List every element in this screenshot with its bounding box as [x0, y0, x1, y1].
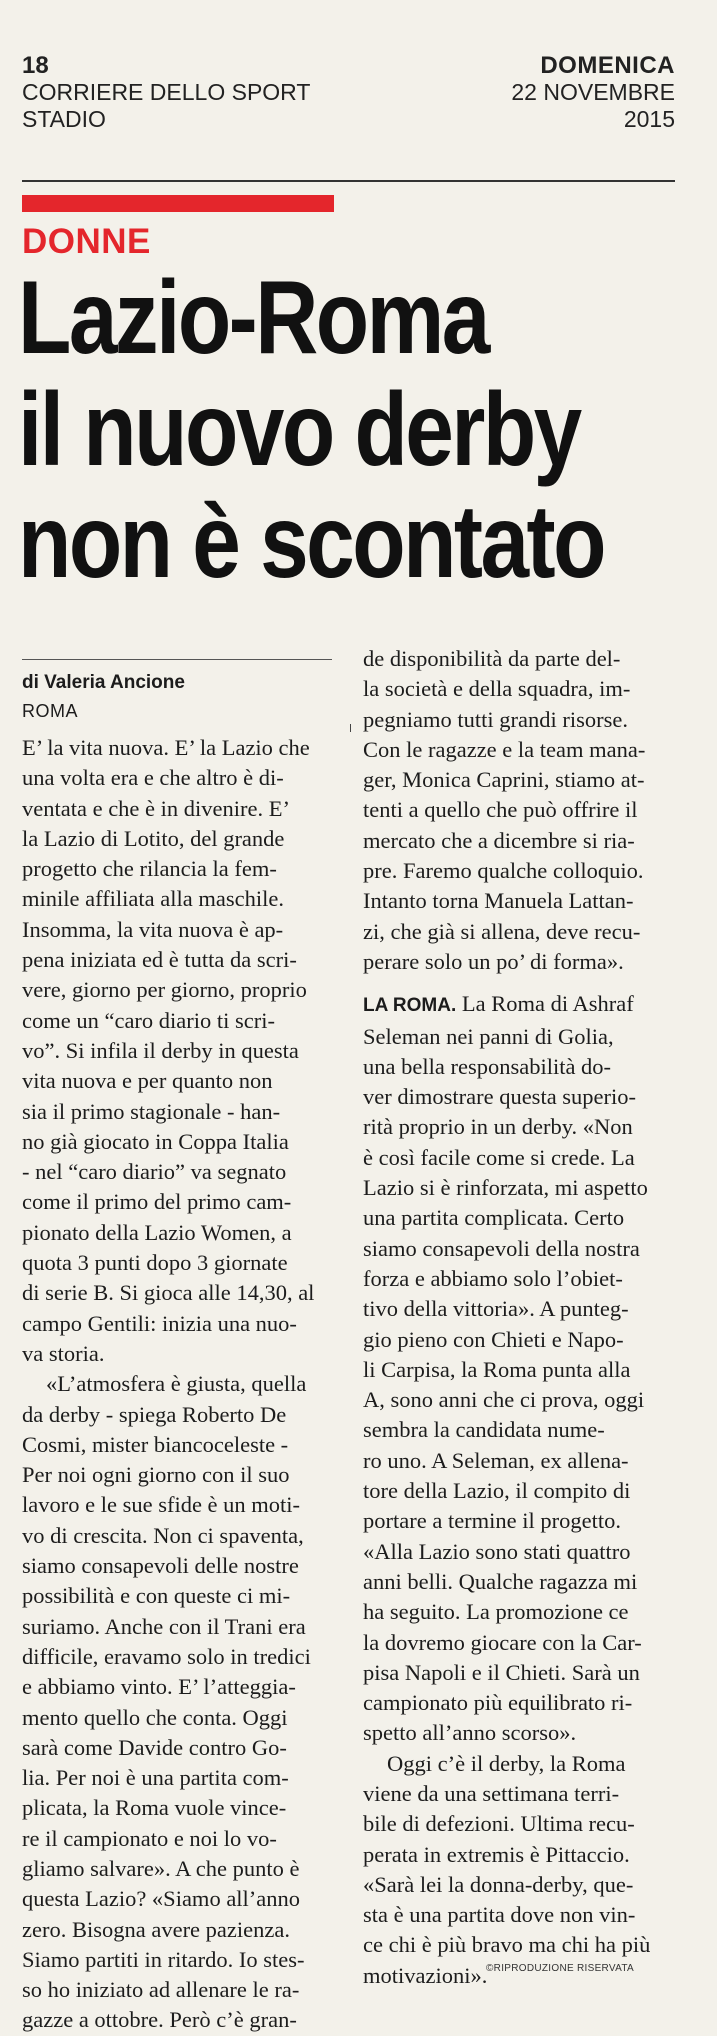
- lead-line-text: La Roma di Ashraf: [456, 991, 634, 1017]
- section-name: STADIO: [22, 106, 106, 132]
- article-line: Insomma, la vita nuova è ap-: [22, 916, 284, 942]
- article-line: rità proprio in un derby. «Non: [363, 1114, 633, 1140]
- right-column-intro: [363, 644, 678, 977]
- article-line: «Sarà lei la donna-derby, que-: [363, 1871, 634, 1897]
- article-line: questa Lazio? «Siamo all’anno: [22, 1886, 301, 1912]
- article-line: sembra la candidata nume-: [363, 1417, 605, 1443]
- article-line: campionato più equilibrato ri-: [363, 1690, 633, 1716]
- article-line: va storia.: [22, 1340, 105, 1366]
- headline-line: Lazio-Roma: [18, 260, 488, 376]
- article-line: mercato che a dicembre si ria-: [363, 827, 635, 853]
- page-number: 18: [22, 52, 49, 79]
- article-line: ro uno. A Seleman, ex allena-: [363, 1447, 629, 1473]
- article-line: vo”. Si infila il derby in questa: [22, 1037, 299, 1063]
- article-line: pisa Napoli e il Chieti. Sarà un: [363, 1659, 640, 1685]
- article-line: gliamo salvare». A che punto è: [22, 1855, 300, 1881]
- article-line: suriamo. Anche con il Trani era: [22, 1613, 306, 1639]
- article-line: campo Gentili: inizia una nuo-: [22, 1310, 297, 1336]
- section-color-bar: [22, 195, 334, 212]
- publication-day: DOMENICA: [540, 52, 675, 79]
- article-line: tenti a quello che può offrire il: [363, 797, 638, 823]
- page-header-right: [511, 52, 675, 133]
- article-line: ventata e che è in divenire. E’: [22, 795, 290, 821]
- article-line: pena iniziata ed è tutta da scri-: [22, 947, 297, 973]
- header-divider: [22, 180, 675, 182]
- article-line: una volta era e che altro è di-: [22, 765, 284, 791]
- paragraph-gap: [363, 977, 678, 989]
- article-line: re il campionato e noi lo vo-: [22, 1825, 277, 1851]
- article-line: bile di defezioni. Ultima recu-: [363, 1811, 635, 1837]
- article-line: siamo consapevoli della nostra: [363, 1235, 640, 1261]
- article-line: pegniamo tutti grandi risorse.: [363, 706, 628, 732]
- article-line: ver dimostrare questa superio-: [363, 1084, 637, 1110]
- copyright-notice: ©RIPRODUZIONE RISERVATA: [486, 1963, 634, 1974]
- article-line: forza e abbiamo solo l’obiet-: [363, 1265, 623, 1291]
- article-line: Siamo partiti in ritardo. Io stes-: [22, 1946, 305, 1972]
- article-line: la società e della squadra, im-: [363, 676, 631, 702]
- article-line: la dovremo giocare con la Car-: [363, 1629, 642, 1655]
- article-line: lia. Per noi è una partita com-: [22, 1765, 289, 1791]
- article-line: motivazioni».: [363, 1962, 488, 1988]
- publication-name: CORRIERE DELLO SPORT: [22, 79, 311, 105]
- article-line: sia il primo stagionale - han-: [22, 1098, 281, 1124]
- article-line: «L’atmosfera è giusta, quella: [46, 1371, 307, 1397]
- article-line: sta è una partita dove non vin-: [363, 1902, 636, 1928]
- article-line: perare solo un po’ di forma».: [363, 948, 624, 974]
- article-line: tivo della vittoria». A punteg-: [363, 1296, 629, 1322]
- article-line: de disponibilità da parte del-: [363, 646, 621, 671]
- headline-line: il nuovo derby: [18, 372, 580, 488]
- article-line: è così facile come si crede. La: [363, 1144, 635, 1170]
- article-line: pre. Faremo qualche colloquio.: [363, 858, 644, 884]
- article-line: una bella responsabilità do-: [363, 1053, 612, 1079]
- dateline-city: ROMA: [22, 701, 78, 721]
- article-line: ger, Monica Caprini, stiamo at-: [363, 767, 645, 793]
- section-lead-in: LA ROMA.: [363, 995, 457, 1017]
- article-line: siamo consapevoli delle nostre: [22, 1553, 299, 1579]
- article-headline: [18, 260, 604, 600]
- article-line: sarà come Davide contro Go-: [22, 1734, 287, 1760]
- article-line: zi, che già si allena, deve recu-: [363, 918, 641, 944]
- article-line: minile affiliata alla maschile.: [22, 886, 284, 912]
- article-line: Per noi ogni giorno con il suo: [22, 1462, 290, 1488]
- article-line: «Alla Lazio sono stati quattro: [363, 1538, 631, 1564]
- article-line: perata in extremis è Pittaccio.: [363, 1841, 630, 1867]
- headline-line: non è scontato: [18, 484, 604, 600]
- article-line: A, sono anni che ci prova, oggi: [363, 1387, 645, 1413]
- article-line: zero. Bisogna avere pazienza.: [22, 1916, 290, 1942]
- article-line: Lazio si è rinforzata, mi aspetto: [363, 1175, 648, 1201]
- article-line: so ho iniziato ad allenare le ra-: [22, 1977, 300, 2003]
- article-line: - nel “caro diario” va segnato: [22, 1159, 287, 1185]
- article-line: Oggi c’è il derby, la Roma: [387, 1750, 626, 1776]
- article-line: viene da una settimana terri-: [363, 1780, 620, 1806]
- article-line: e abbiamo vinto. E’ l’atteggia-: [22, 1674, 296, 1700]
- article-line: gio pieno con Chieti e Napo-: [363, 1326, 624, 1352]
- article-line: spetto all’anno scorso».: [363, 1720, 577, 1746]
- article-line: vo di crescita. Non ci spaventa,: [22, 1522, 304, 1548]
- article-line: vita nuova e per quanto non: [22, 1068, 273, 1094]
- article-line: li Carpisa, la Roma punta alla: [363, 1356, 631, 1382]
- article-line: progetto che rilancia la fem-: [22, 856, 277, 882]
- article-line: Seleman nei panni di Golia,: [363, 1023, 614, 1049]
- article-line: come il primo del primo cam-: [22, 1189, 292, 1215]
- author-byline: di Valeria Ancione: [22, 672, 185, 693]
- article-line: E’ la vita nuova. E’ la Lazio che: [22, 735, 310, 760]
- article-line: lavoro e le sue sfide è un moti-: [22, 1492, 301, 1518]
- article-line: anni belli. Qualche ragazza mi: [363, 1568, 638, 1594]
- right-column-body: [363, 1022, 678, 1992]
- article-line: mento quello che conta. Oggi: [22, 1704, 288, 1730]
- article-column-left: [22, 733, 338, 2036]
- article-line: la Lazio di Lotito, del grande: [22, 825, 285, 851]
- article-column-right: [363, 644, 678, 1991]
- article-line: possibilità e con queste ci mi-: [22, 1583, 291, 1609]
- article-line: portare a termine il progetto.: [363, 1508, 622, 1534]
- article-line: Con le ragazze e la team mana-: [363, 736, 646, 762]
- article-line: una partita complicata. Certo: [363, 1205, 625, 1231]
- article-line: plicata, la Roma vuole vince-: [22, 1795, 287, 1821]
- article-line: Intanto torna Manuela Lattan-: [363, 888, 634, 914]
- article-line: da derby - spiega Roberto De: [22, 1401, 287, 1427]
- publication-year: 2015: [623, 106, 675, 132]
- article-line: difficile, eravamo solo in tredici: [22, 1643, 311, 1669]
- article-line: come un “caro diario ti scri-: [22, 1007, 276, 1033]
- page-header-left: [22, 52, 310, 133]
- article-line: gazze a ottobre. Però c’è gran-: [22, 2007, 297, 2033]
- article-line: Cosmi, mister biancoceleste -: [22, 1431, 289, 1457]
- byline-divider: [22, 659, 332, 660]
- article-line: di serie B. Si gioca alle 14,30, al: [22, 1280, 315, 1306]
- publication-date: 22 NOVEMBRE: [511, 79, 675, 105]
- article-line: pionato della Lazio Women, a: [22, 1219, 292, 1245]
- article-line: quota 3 punti dopo 3 giornate: [22, 1250, 288, 1276]
- column-mark: [350, 724, 351, 732]
- article-line: vere, giorno per giorno, proprio: [22, 977, 307, 1003]
- article-line: [363, 989, 678, 1021]
- article-line: ce chi è più bravo ma chi ha più: [363, 1932, 651, 1958]
- article-kicker: DONNE: [22, 222, 151, 261]
- article-line: tore della Lazio, il compito di: [363, 1478, 631, 1504]
- article-line: ha seguito. La promozione ce: [363, 1599, 629, 1625]
- article-line: no già giocato in Coppa Italia: [22, 1128, 289, 1154]
